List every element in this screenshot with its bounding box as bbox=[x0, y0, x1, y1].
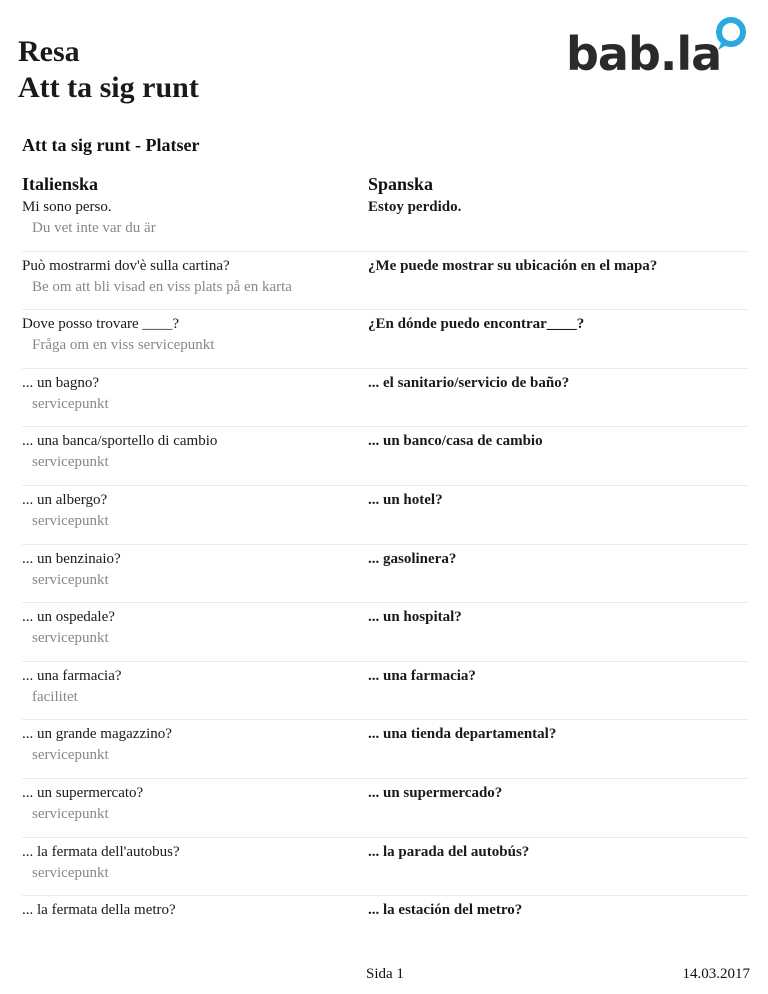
source-phrase: ... la fermata della metro? bbox=[22, 902, 176, 919]
target-phrase: ... una farmacia? bbox=[368, 667, 476, 684]
phrase-context: servicepunkt bbox=[32, 395, 109, 412]
phrase-row bbox=[22, 369, 748, 428]
phrase-context: servicepunkt bbox=[32, 571, 109, 588]
phrase-context: servicepunkt bbox=[32, 630, 109, 647]
target-phrase: ... un banco/casa de cambio bbox=[368, 433, 543, 450]
target-phrase: ¿Me puede mostrar su ubicación en el mapa? bbox=[368, 257, 658, 274]
title-line-2: Att ta sig runt bbox=[18, 71, 199, 104]
phrase-context: servicepunkt bbox=[32, 864, 109, 881]
source-phrase: ... la fermata dell'autobus? bbox=[22, 843, 180, 860]
phrase-context: Fråga om en viss servicepunkt bbox=[32, 337, 215, 354]
phrase-row bbox=[22, 838, 748, 897]
target-phrase: Estoy perdido. bbox=[368, 199, 462, 215]
source-phrase: ... un albergo? bbox=[22, 491, 108, 508]
phrase-row bbox=[22, 310, 748, 369]
target-phrase: ¿En dónde puedo encontrar____? bbox=[368, 316, 585, 333]
phrase-row bbox=[22, 603, 748, 662]
section-title: Att ta sig runt - Platser bbox=[22, 135, 200, 155]
target-phrase: ... una tienda departamental? bbox=[368, 726, 557, 743]
title-line-1: Resa bbox=[18, 35, 80, 68]
phrase-row bbox=[22, 486, 748, 545]
phrase-row bbox=[22, 662, 748, 721]
page-number: Sida 1 bbox=[366, 966, 404, 982]
phrase-context: servicepunkt bbox=[32, 512, 109, 529]
target-phrase: ... la estación del metro? bbox=[368, 902, 523, 919]
source-phrase: Mi sono perso. bbox=[22, 199, 112, 215]
target-phrase: ... el sanitario/servicio de baño? bbox=[368, 374, 570, 391]
phrase-row bbox=[22, 193, 748, 252]
source-phrase: ... un supermercato? bbox=[22, 784, 144, 801]
phrase-row bbox=[22, 896, 748, 955]
phrase-row bbox=[22, 720, 748, 779]
phrase-context: Du vet inte var du är bbox=[32, 220, 156, 236]
target-phrase: ... un supermercado? bbox=[368, 784, 503, 801]
speech-bubble-icon bbox=[712, 16, 750, 64]
babla-logo[interactable] bbox=[566, 14, 750, 81]
target-phrase: ... un hospital? bbox=[368, 609, 462, 626]
target-phrase: ... la parada del autobús? bbox=[368, 843, 530, 860]
document-title bbox=[18, 34, 199, 106]
phrase-row bbox=[22, 252, 748, 311]
source-phrase: ... un grande magazzino? bbox=[22, 726, 172, 743]
phrase-context: facilitet bbox=[32, 688, 78, 705]
phrase-row bbox=[22, 779, 748, 838]
source-phrase: Può mostrarmi dov'è sulla cartina? bbox=[22, 257, 230, 274]
footer-date: 14.03.2017 bbox=[682, 966, 750, 982]
target-phrase: ... un hotel? bbox=[368, 491, 443, 508]
phrase-context: servicepunkt bbox=[32, 454, 109, 471]
source-phrase: ... una farmacia? bbox=[22, 667, 122, 684]
target-phrase: ... gasolinera? bbox=[368, 550, 457, 567]
source-phrase: ... un ospedale? bbox=[22, 609, 115, 626]
phrase-context: Be om att bli visad en viss plats på en karta bbox=[32, 278, 292, 295]
phrase-list bbox=[22, 193, 748, 955]
column-header-target: Spanska bbox=[368, 174, 434, 194]
source-phrase: ... una banca/sportello di cambio bbox=[22, 433, 218, 450]
logo-wordmark: bab.la bbox=[566, 27, 722, 81]
phrase-row bbox=[22, 427, 748, 486]
source-phrase: ... un bagno? bbox=[22, 374, 100, 391]
phrase-row bbox=[22, 545, 748, 604]
phrase-context: servicepunkt bbox=[32, 747, 109, 764]
source-phrase: ... un benzinaio? bbox=[22, 550, 121, 567]
column-header-source: Italienska bbox=[22, 174, 99, 194]
source-phrase: Dove posso trovare ____? bbox=[22, 316, 180, 333]
phrase-context: servicepunkt bbox=[32, 805, 109, 822]
